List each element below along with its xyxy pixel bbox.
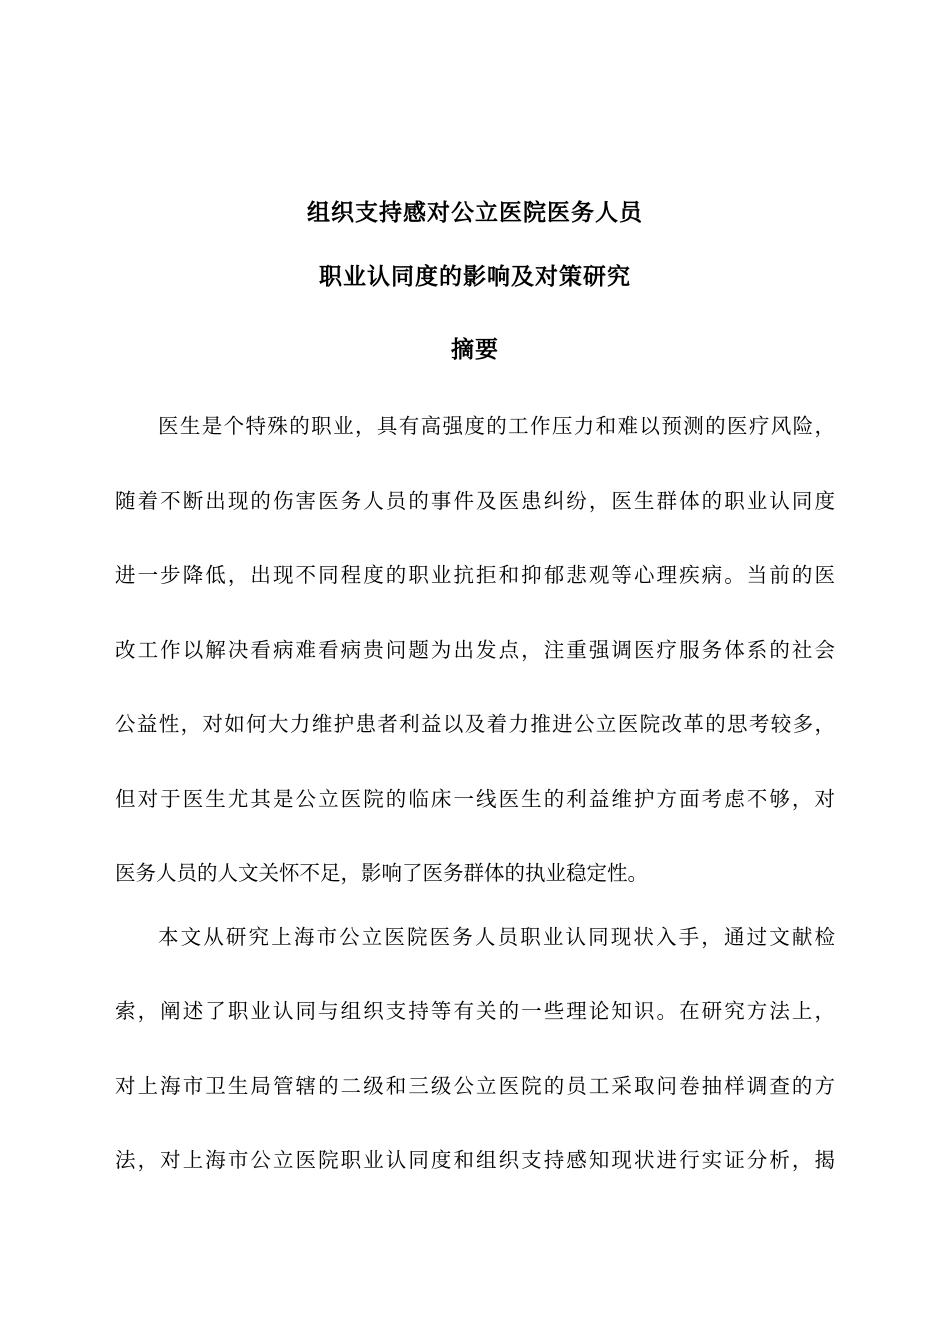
title-line-1: 组织支持感对公立医院医务人员 xyxy=(307,200,643,226)
paragraph-1-line-6: 但对于医生尤其是公立医院的临床一线医生的利益维护方面考虑不够，对 xyxy=(115,787,835,811)
paragraph-1-line-4: 改工作以解决看病难看病贵问题为出发点，注重强调医疗服务体系的社会 xyxy=(115,638,835,662)
title-line-2: 职业认同度的影响及对策研究 xyxy=(319,264,631,290)
paragraph-1-line-7: 医务人员的人文关怀不足，影响了医务群体的执业稳定性。 xyxy=(115,861,648,885)
paragraph-1-line-5: 公益性，对如何大力维护患者利益以及着力推进公立医院改革的思考较多， xyxy=(115,712,835,736)
paragraph-2-line-1: 本文从研究上海市公立医院医务人员职业认同现状入手，通过文献检 xyxy=(158,925,835,949)
paragraph-2-line-4: 法，对上海市公立医院职业认同度和组织支持感知现状进行实证分析，揭 xyxy=(115,1148,835,1172)
paragraph-2-line-2: 索，阐述了职业认同与组织支持等有关的一些理论知识。在研究方法上， xyxy=(115,999,835,1023)
abstract-heading: 摘要 xyxy=(451,337,499,363)
paragraph-1-line-3: 进一步降低，出现不同程度的职业抗拒和抑郁悲观等心理疾病。当前的医 xyxy=(115,563,835,587)
paragraph-2-line-3: 对上海市卫生局管辖的二级和三级公立医院的员工采取问卷抽样调查的方 xyxy=(115,1074,835,1098)
paragraph-1-line-1: 医生是个特殊的职业，具有高强度的工作压力和难以预测的医疗风险， xyxy=(158,414,835,438)
paragraph-1-line-2: 随着不断出现的伤害医务人员的事件及医患纠纷，医生群体的职业认同度 xyxy=(115,489,835,513)
